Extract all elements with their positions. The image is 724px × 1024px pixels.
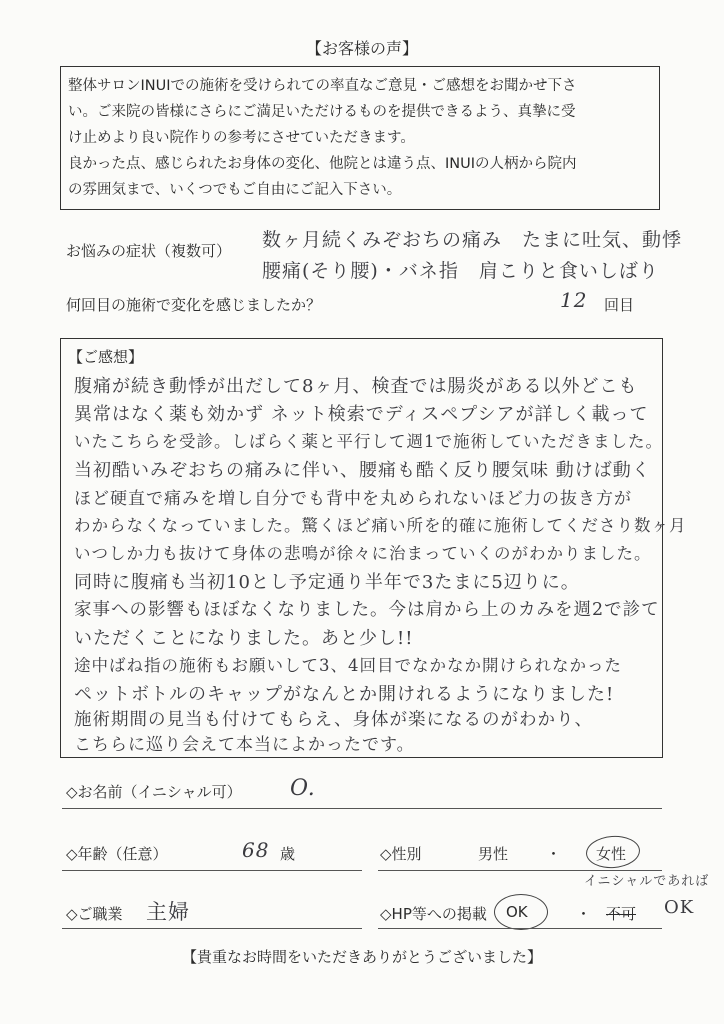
impressions-line: 施術期間の見当も付けてもらえ、身体が楽になるのがわかり、: [74, 710, 594, 730]
publish-ok: OK: [506, 903, 528, 921]
impressions-line: いたこちらを受診。しばらく薬と平行して週1で施術していただきました。: [74, 432, 663, 451]
intro-line: い。ご来院の皆様にさらにご満足いただけるものを提供できるよう、真摯に受: [68, 104, 576, 120]
impressions-line: 当初酷いみぞおちの痛みに伴い、腰痛も酷く反り腰気味 動けば動く: [74, 460, 651, 481]
publish-label: ◇HP等への掲載: [380, 905, 487, 923]
impressions-line: 家事への影響もほぼなくなりました。今は肩から上のカみを週2で診て: [74, 600, 660, 620]
impressions-line: 途中ばね指の施術もお願いして3、4回目でなかなか開けられなかった: [74, 656, 622, 675]
age-label: ◇年齢（任意）: [66, 845, 168, 863]
publish-underline: [378, 928, 662, 929]
gender-female: 女性: [596, 845, 627, 863]
intro-line: け止めより良い院作りの参考にさせていただきます。: [68, 130, 415, 146]
impressions-line: 腹痛が続き動悸が出だして8ヶ月、検査では腸炎がある以外どこも: [74, 376, 638, 397]
publish-selected-circle: [494, 894, 548, 930]
impressions-line: 同時に腹痛も当初10とし予定通り半年で3たまに5辺りに。: [74, 572, 580, 593]
symptoms-answer-line2: 腰痛(そり腰)・バネ指 肩こりと食いしばり: [262, 260, 659, 282]
job-label: ◇ご職業: [66, 905, 123, 923]
impressions-label: 【ご感想】: [68, 348, 144, 366]
intro-line: 良かった点、感じられたお身体の変化、他院とは違う点、INUIの人柄から院内: [68, 156, 577, 172]
age-answer: 68: [242, 838, 270, 862]
publish-note-side: OK: [664, 897, 695, 918]
symptoms-label: お悩みの症状（複数可）: [66, 242, 232, 260]
age-underline: [62, 870, 362, 871]
job-answer: 主婦: [146, 900, 190, 924]
impressions-line: こちらに巡り会えて本当によかったです。: [74, 735, 415, 755]
intro-line: 整体サロンINUIでの施術を受けられての率直なご意見・ご感想をお聞かせ下さ: [68, 78, 577, 94]
publish-separator: ・: [576, 905, 592, 923]
impressions-line: ほど硬直で痛みを増し自分でも背中を丸められないほど力の抜き方が: [74, 489, 632, 509]
name-underline: [62, 808, 662, 809]
impressions-line: いただくことになりました。あと少し!!: [74, 628, 414, 649]
gender-male: 男性: [478, 845, 509, 863]
visits-unit: 回目: [604, 296, 635, 314]
gender-separator: ・: [546, 845, 562, 863]
age-unit: 歳: [280, 845, 296, 863]
impressions-line: いつしか力も抜けて身体の悲鳴が徐々に治まっていくのがわかりました。: [74, 544, 652, 563]
page-title: 【お客様の声】: [305, 39, 418, 58]
visits-label: 何回目の施術で変化を感じましたか？: [66, 296, 322, 314]
gender-selected-circle: [585, 834, 641, 870]
intro-line: の雰囲気まで、いくつでもご自由にご記入下さい。: [68, 182, 402, 198]
visits-answer: 12: [560, 288, 588, 312]
name-answer: O.: [290, 776, 316, 801]
impressions-line: わからなくなっていました。驚くほど痛い所を的確に施術してくださり数ヶ月: [74, 516, 687, 535]
name-label: ◇お名前（イニシャル可）: [66, 783, 242, 801]
publish-ng: 不可: [606, 905, 637, 923]
impressions-line: 異常はなく薬も効かず ネット検索でディスペプシアが詳しく載って: [74, 404, 649, 425]
publish-note-top: イニシャルであれば: [584, 874, 710, 889]
symptoms-answer-line1: 数ヶ月続くみぞおちの痛み たまに吐気、動悸: [262, 229, 683, 251]
gender-label: ◇性別: [380, 845, 422, 863]
impressions-line: ペットボトルのキャップがなんとか開けれるようになりました!: [74, 684, 615, 705]
footer-thanks: 【貴重なお時間をいただきありがとうございました】: [181, 948, 542, 966]
job-underline: [62, 928, 362, 929]
